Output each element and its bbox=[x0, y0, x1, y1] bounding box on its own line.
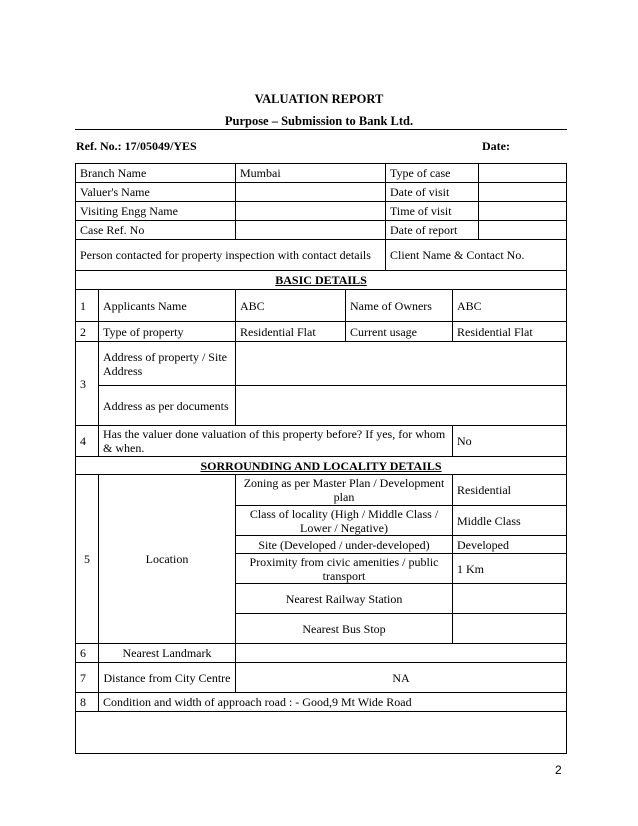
civic-amenities-value: 1 Km bbox=[453, 554, 567, 584]
branch-label: Branch Name bbox=[76, 164, 236, 183]
site-development-label: Site (Developed / under-developed) bbox=[236, 536, 453, 554]
visiting-engg-label: Visiting Engg Name bbox=[76, 202, 236, 221]
case-ref-value bbox=[236, 221, 386, 240]
city-centre-distance-label: Distance from City Centre bbox=[99, 663, 236, 693]
date-of-visit-value bbox=[479, 183, 567, 202]
date-label: Date: bbox=[482, 139, 510, 153]
valuer-name-label: Valuer's Name bbox=[76, 183, 236, 202]
table-row bbox=[76, 644, 567, 663]
owners-name-label: Name of Owners bbox=[346, 290, 453, 322]
table-row bbox=[76, 202, 567, 221]
row-number: 7 bbox=[76, 663, 99, 693]
row-number: 3 bbox=[76, 342, 99, 426]
current-usage-label: Current usage bbox=[346, 322, 453, 342]
railway-station-value bbox=[453, 584, 567, 614]
locality-class-label: Class of locality (High / Middle Class / Lower / Negative) bbox=[236, 506, 453, 536]
valuer-name-value bbox=[236, 183, 386, 202]
row-number: 2 bbox=[76, 322, 99, 342]
date-of-report-label: Date of report bbox=[386, 221, 479, 240]
bus-stop-label: Nearest Bus Stop bbox=[236, 614, 453, 644]
zoning-label: Zoning as per Master Plan / Development plan bbox=[236, 475, 453, 506]
table-row bbox=[76, 240, 567, 271]
type-of-case-value bbox=[479, 164, 567, 183]
table-row bbox=[76, 712, 567, 754]
table-row bbox=[76, 290, 567, 322]
visiting-engg-value bbox=[236, 202, 386, 221]
table-row bbox=[76, 426, 567, 457]
reference-number: Ref. No.: 17/05049/YES bbox=[76, 139, 197, 153]
owners-name-value: ABC bbox=[453, 290, 567, 322]
locality-details-heading: SORROUNDING AND LOCALITY DETAILS bbox=[76, 457, 567, 475]
table-row bbox=[76, 183, 567, 202]
location-label: Location bbox=[99, 475, 236, 644]
branch-value: Mumbai bbox=[236, 164, 386, 183]
railway-station-label: Nearest Railway Station bbox=[236, 584, 453, 614]
table-row bbox=[76, 693, 567, 712]
applicants-name-label: Applicants Name bbox=[99, 290, 236, 322]
row-number: 5 bbox=[76, 475, 99, 644]
current-usage-value: Residential Flat bbox=[453, 322, 567, 342]
approach-road-label: Condition and width of approach road : - Good,9 Mt Wide Road bbox=[99, 693, 567, 712]
table-row bbox=[76, 663, 567, 693]
basic-details-heading: BASIC DETAILS bbox=[76, 271, 567, 290]
type-of-case-label: Type of case bbox=[386, 164, 479, 183]
locality-class-value: Middle Class bbox=[453, 506, 567, 536]
property-type-label: Type of property bbox=[99, 322, 236, 342]
site-address-value bbox=[236, 342, 567, 386]
prior-valuation-label: Has the valuer done valuation of this property before? If yes, for whom & when. bbox=[99, 426, 453, 457]
table-row bbox=[76, 221, 567, 240]
time-of-visit-value bbox=[479, 202, 567, 221]
city-centre-distance-value: NA bbox=[236, 663, 567, 693]
table-row bbox=[76, 457, 567, 475]
time-of-visit-label: Time of visit bbox=[386, 202, 479, 221]
date-of-visit-label: Date of visit bbox=[386, 183, 479, 202]
prior-valuation-value: No bbox=[453, 426, 567, 457]
header-divider-top bbox=[75, 129, 567, 130]
table-row bbox=[76, 386, 567, 426]
table-row bbox=[76, 271, 567, 290]
row-number: 8 bbox=[76, 693, 99, 712]
table-row bbox=[76, 164, 567, 183]
document-address-label: Address as per documents bbox=[99, 386, 236, 426]
valuation-table bbox=[75, 163, 567, 754]
date-of-report-value bbox=[479, 221, 567, 240]
property-type-value: Residential Flat bbox=[236, 322, 346, 342]
applicants-name-value: ABC bbox=[236, 290, 346, 322]
row-number: 4 bbox=[76, 426, 99, 457]
report-title: VALUATION REPORT bbox=[254, 92, 384, 106]
table-row bbox=[76, 342, 567, 386]
row-number: 1 bbox=[76, 290, 99, 322]
nearest-landmark-label: Nearest Landmark bbox=[99, 644, 236, 663]
table-row bbox=[76, 322, 567, 342]
blank-row bbox=[76, 712, 567, 754]
site-development-value: Developed bbox=[453, 536, 567, 554]
page-number: 2 bbox=[555, 763, 562, 777]
row-number: 6 bbox=[76, 644, 99, 663]
report-purpose: Purpose – Submission to Bank Ltd. bbox=[224, 114, 414, 128]
person-contacted-label: Person contacted for property inspection with contact details bbox=[76, 240, 386, 271]
client-contact-label: Client Name & Contact No. bbox=[386, 240, 567, 271]
table-row bbox=[76, 475, 567, 506]
document-address-value bbox=[236, 386, 567, 426]
case-ref-label: Case Ref. No bbox=[76, 221, 236, 240]
nearest-landmark-value bbox=[236, 644, 567, 663]
civic-amenities-label: Proximity from civic amenities / public transport bbox=[236, 554, 453, 584]
zoning-value: Residential bbox=[453, 475, 567, 506]
bus-stop-value bbox=[453, 614, 567, 644]
site-address-label: Address of property / Site Address bbox=[99, 342, 236, 386]
